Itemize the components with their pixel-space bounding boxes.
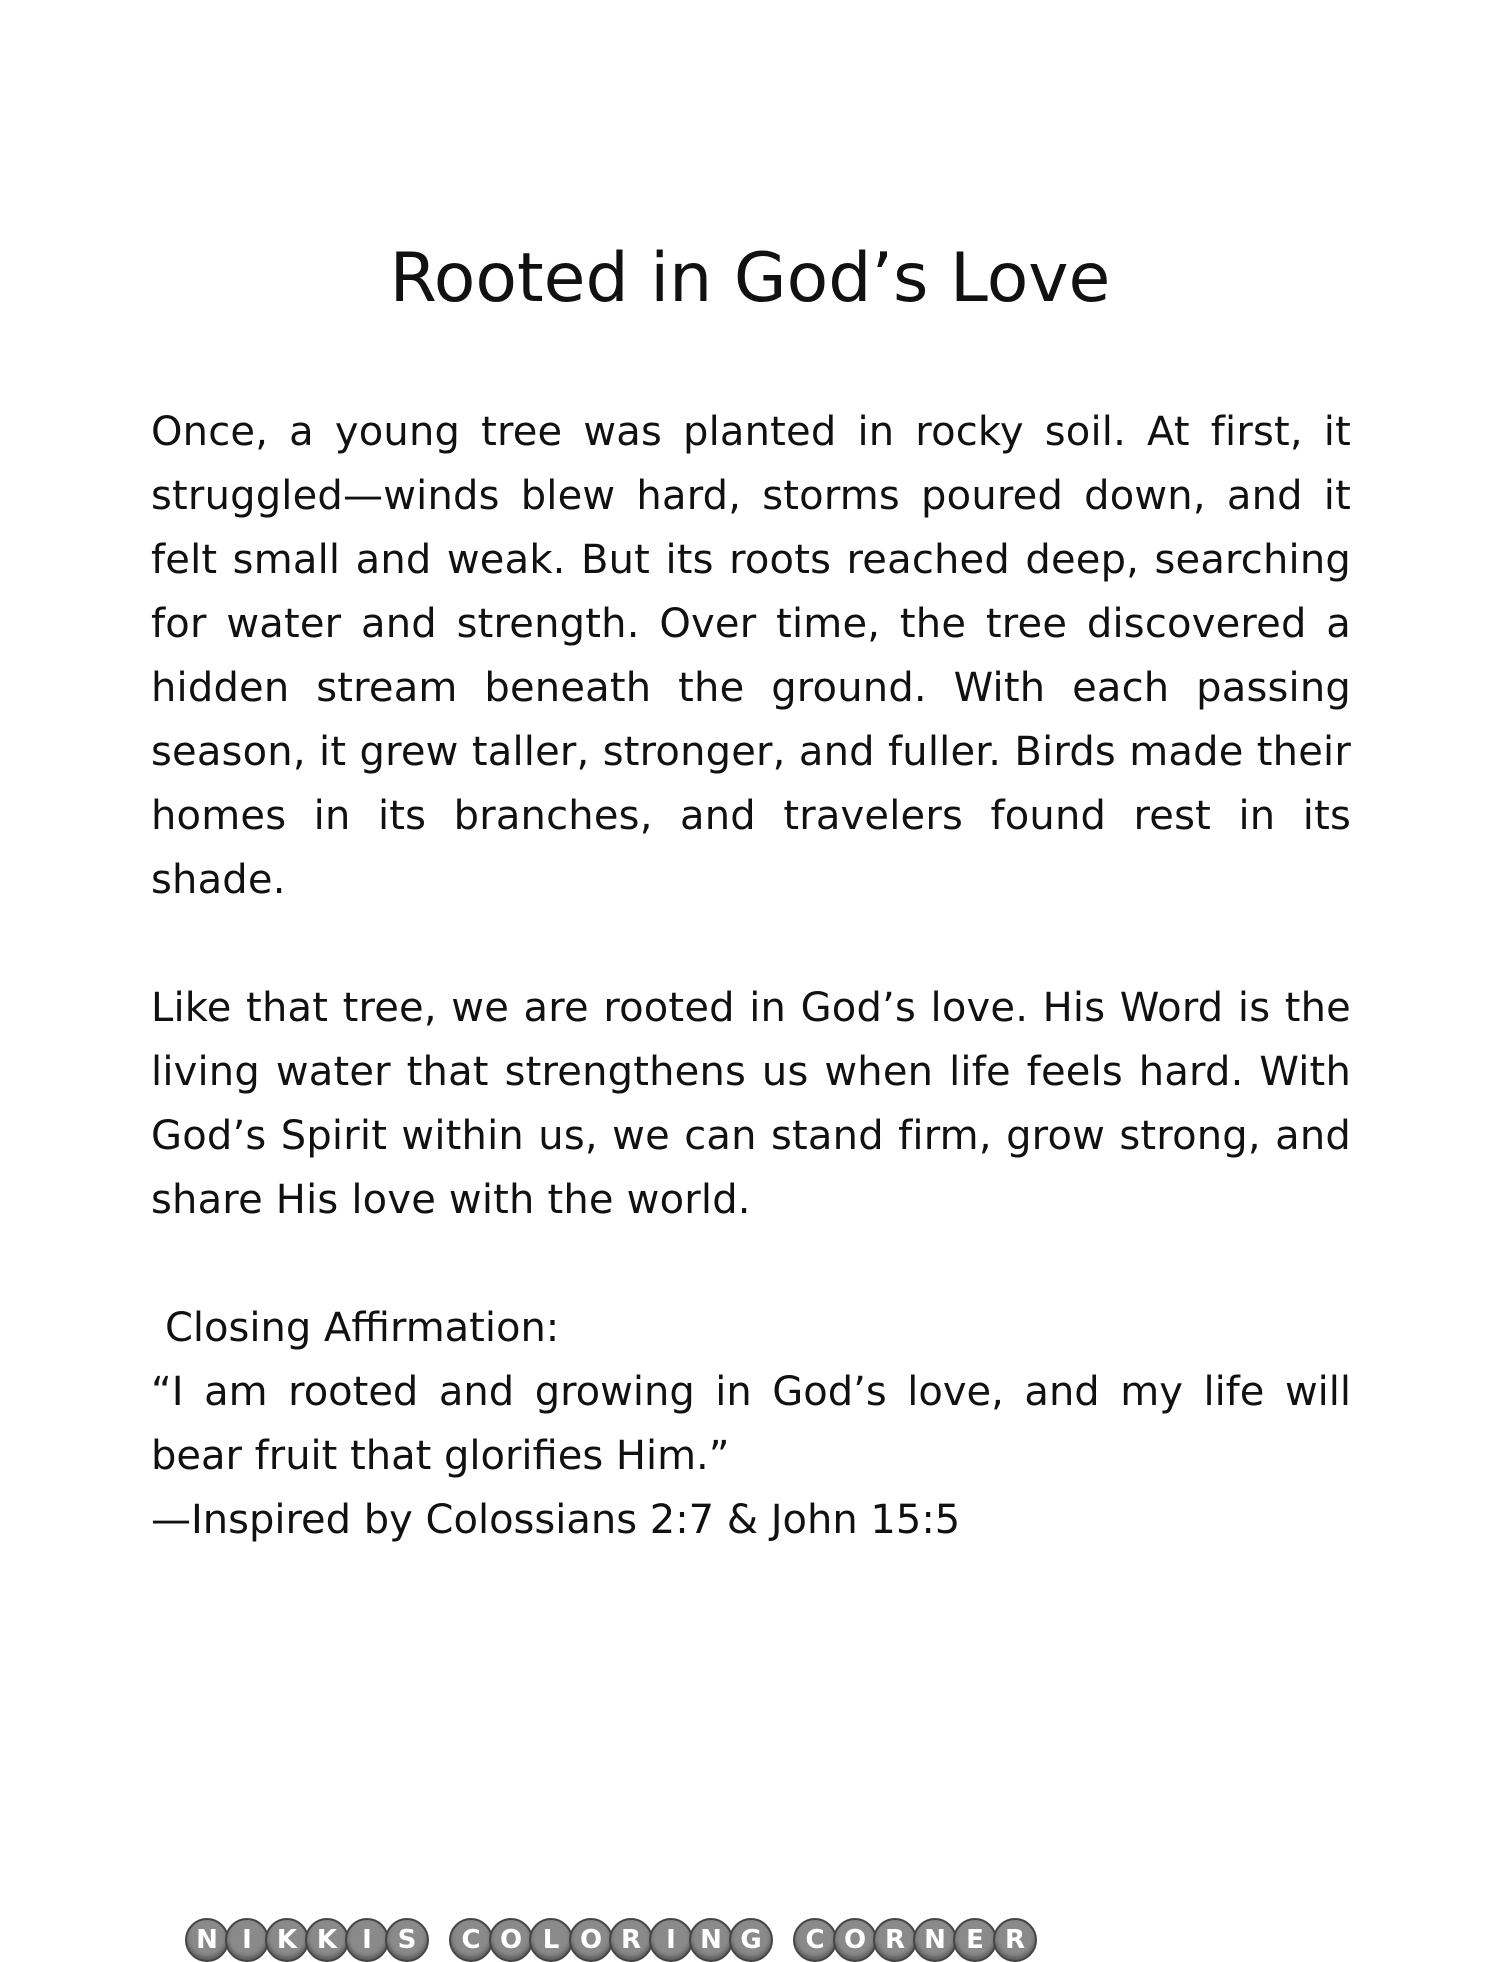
logo-letter: E — [953, 1918, 997, 1962]
logo-letter: N — [689, 1918, 733, 1962]
logo-letter: R — [993, 1918, 1037, 1962]
closing-heading: Closing Affirmation: — [165, 1305, 560, 1351]
brand-logo — [185, 1918, 1057, 1962]
story-paragraph-2: Like that tree, we are rooted in God’s love. His Word is the living water that strengthens us when life feels hard. With God’s Spirit within us, we can stand firm, grow strong, and share His love with the world. — [151, 985, 1351, 1223]
logo-letter: O — [489, 1918, 533, 1962]
logo-word — [793, 1918, 1033, 1962]
logo-letter: R — [873, 1918, 917, 1962]
logo-letter: N — [185, 1918, 229, 1962]
logo-word — [449, 1918, 769, 1962]
logo-letter: I — [649, 1918, 693, 1962]
logo-letter: I — [345, 1918, 389, 1962]
logo-letter: K — [265, 1918, 309, 1962]
story-body — [151, 400, 1351, 1552]
logo-letter: G — [729, 1918, 773, 1962]
logo-letter: O — [833, 1918, 877, 1962]
logo-word — [185, 1918, 425, 1962]
logo-letter: L — [529, 1918, 573, 1962]
logo-letter: O — [569, 1918, 613, 1962]
logo-letter: C — [793, 1918, 837, 1962]
logo-letter: I — [225, 1918, 269, 1962]
page-title: Rooted in God’s Love — [389, 239, 1111, 318]
logo-letter: S — [385, 1918, 429, 1962]
logo-letter: K — [305, 1918, 349, 1962]
scripture-citation: —Inspired by Colossians 2:7 & John 15:5 — [151, 1497, 961, 1543]
affirmation-quote: “I am rooted and growing in God’s love, and my life will bear fruit that glorifies Him.” — [151, 1369, 1351, 1479]
story-paragraph-1: Once, a young tree was planted in rocky soil. At first, it struggled—winds blew hard, storms poured down, and it felt small and weak. But its roots reached deep, searching for water and strength. Over time, the tree discovered a hidden stream beneath the ground. With each passing season, it grew taller, stronger, and fuller. Birds made their homes in its branches, and travelers found rest in its shade. — [151, 409, 1351, 903]
closing-affirmation-section — [151, 1296, 1351, 1552]
logo-letter: R — [609, 1918, 653, 1962]
logo-letter: C — [449, 1918, 493, 1962]
logo-letter: N — [913, 1918, 957, 1962]
